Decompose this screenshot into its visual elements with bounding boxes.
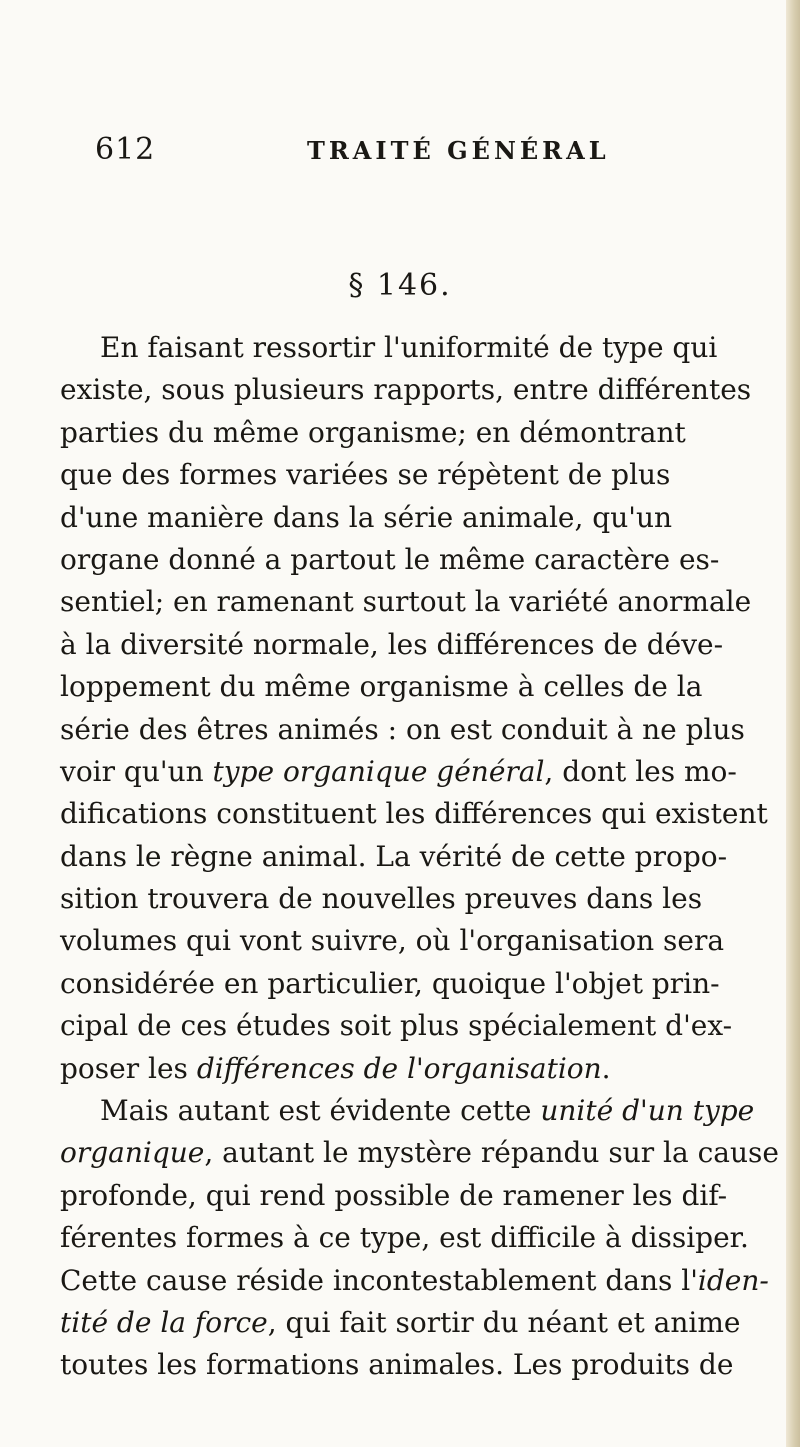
text-line: toutes les formations animales. Les produits de <box>60 1348 734 1382</box>
text-line <box>60 1048 660 1090</box>
text-line: série des êtres animés : on est conduit à ne plus <box>60 712 745 746</box>
text-line: parties du même organisme; en démontrant <box>60 415 686 449</box>
text-run: poser les <box>60 1051 197 1085</box>
text-line <box>60 751 737 793</box>
text-line: cipal de ces études soit plus spécialement d'ex- <box>60 1009 733 1043</box>
text-line: sition trouvera de nouvelles preuves dans les <box>60 882 703 916</box>
running-title: TRAITÉ GÉNÉRAL <box>307 136 610 165</box>
text-line: d'une manière dans la série animale, qu'un <box>60 500 673 534</box>
text-line: difications constituent les différences qui existent <box>60 797 768 831</box>
italic-phrase: tité de la force <box>60 1305 268 1339</box>
text-line: loppement du même organisme à celles de la <box>60 670 703 704</box>
text-line: férentes formes à ce type, est difficile à dissiper. <box>60 1221 749 1255</box>
italic-phrase: unité d'un type <box>540 1094 755 1128</box>
text-run: . <box>601 1051 611 1085</box>
page-edge <box>786 0 800 1447</box>
text-line: organe donné a partout le même caractère es- <box>60 542 720 576</box>
section-number: § 146. <box>348 268 452 303</box>
text-line: considérée en particulier, quoique l'objet prin- <box>60 966 720 1000</box>
text-line <box>60 1132 779 1174</box>
text-run: Mais autant est évidente cette <box>100 1094 541 1128</box>
text-run: voir qu'un <box>60 754 213 788</box>
italic-phrase: différences de l'organisation <box>196 1051 602 1085</box>
running-head <box>95 132 715 172</box>
text-line: En faisant ressortir l'uniformité de type qui <box>100 331 718 364</box>
text-line: sentiel; en ramenant surtout la variété anormale <box>60 585 752 619</box>
text-run: , qui fait sortir du néant et anime <box>267 1305 741 1339</box>
text-line: à la diversité normale, les différences de déve- <box>60 627 724 661</box>
italic-phrase: type organique général <box>212 754 545 788</box>
text-line: existe, sous plusieurs rapports, entre différentes <box>60 373 752 407</box>
text-run: Cette cause réside incontestablement dans l' <box>60 1263 698 1297</box>
text-run: , dont les mo- <box>544 754 737 788</box>
text-line: que des formes variées se répètent de plus <box>60 458 671 492</box>
body-text <box>60 327 779 1387</box>
text-line: volumes qui vont suivre, où l'organisation sera <box>60 924 725 958</box>
text-run: , autant le mystère répandu sur la cause <box>204 1136 779 1170</box>
text-line: dans le règne animal. La vérité de cette propo- <box>60 839 728 873</box>
text-line <box>60 1260 769 1302</box>
page-number: 612 <box>95 132 156 167</box>
text-line <box>60 1090 755 1132</box>
text-line: profonde, qui rend possible de ramener les dif- <box>60 1178 728 1212</box>
italic-phrase: organique <box>60 1136 205 1170</box>
italic-phrase: iden- <box>697 1263 769 1297</box>
text-line <box>60 1302 741 1344</box>
